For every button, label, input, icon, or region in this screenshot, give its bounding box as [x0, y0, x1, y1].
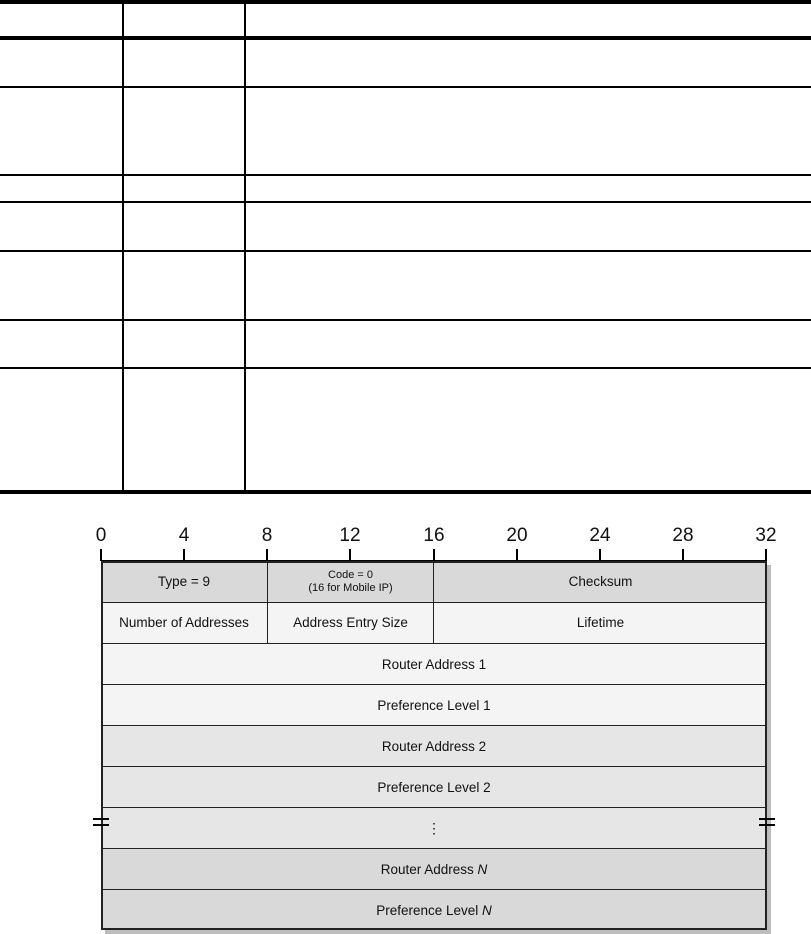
router-address-2-label: Router Address 2: [381, 738, 487, 754]
preference-level-n-var: N: [482, 902, 492, 918]
code-field: [267, 561, 433, 602]
num-addresses-label: Number of Addresses: [119, 615, 249, 630]
table-column-line: [244, 0, 246, 494]
tick-label: 20: [506, 525, 528, 546]
lifetime-field: [433, 603, 767, 643]
tick-label: 0: [95, 525, 107, 546]
checksum-field: [433, 561, 767, 602]
entry-size-field: [267, 603, 433, 643]
preference-level-2-label: Preference Level 2: [377, 779, 491, 795]
router-address-n-prefix: Router Address: [380, 861, 478, 877]
table-column-line: [122, 0, 124, 494]
router-address-1-row: [101, 643, 767, 684]
tick-label: 4: [178, 525, 190, 546]
preference-level-n-text: [376, 903, 492, 918]
icmp-router-advertisement-format: [101, 561, 767, 930]
router-address-n-text: [381, 862, 488, 877]
type-label: Type = 9: [157, 573, 211, 589]
preference-level-1-label: Preference Level 1: [377, 697, 491, 713]
preference-level-n-row: [101, 889, 767, 930]
num-addresses-field: [101, 603, 267, 643]
count-row: [101, 602, 767, 643]
ellipsis-label: ⋮: [427, 819, 441, 836]
lifetime-label: Lifetime: [576, 615, 625, 630]
preference-level-1-row: [101, 684, 767, 725]
router-address-1-label: Router Address 1: [381, 656, 487, 672]
code-note: (16 for Mobile IP): [308, 581, 393, 594]
router-address-n-var: N: [477, 861, 488, 877]
preference-level-2-row: [101, 766, 767, 807]
checksum-label: Checksum: [568, 573, 633, 589]
router-address-n-row: [101, 848, 767, 889]
entry-size-label: Address Entry Size: [293, 615, 408, 630]
break-mark-left: [93, 818, 109, 828]
router-address-2-row: [101, 725, 767, 766]
tick-label: 8: [261, 525, 273, 546]
ellipsis-row: [101, 807, 767, 848]
tick-label: 32: [755, 525, 777, 546]
preference-level-n-prefix: Preference Level: [376, 902, 483, 918]
tick-label: 24: [589, 525, 611, 546]
tick-label: 28: [672, 525, 694, 546]
header-row: [101, 561, 767, 602]
tick-label: 16: [423, 525, 445, 546]
tick-label: 12: [339, 525, 361, 546]
code-label: Code = 0: [328, 568, 373, 581]
break-mark-right: [759, 818, 775, 828]
bit-ruler: [0, 525, 811, 565]
type-field: [101, 561, 267, 602]
